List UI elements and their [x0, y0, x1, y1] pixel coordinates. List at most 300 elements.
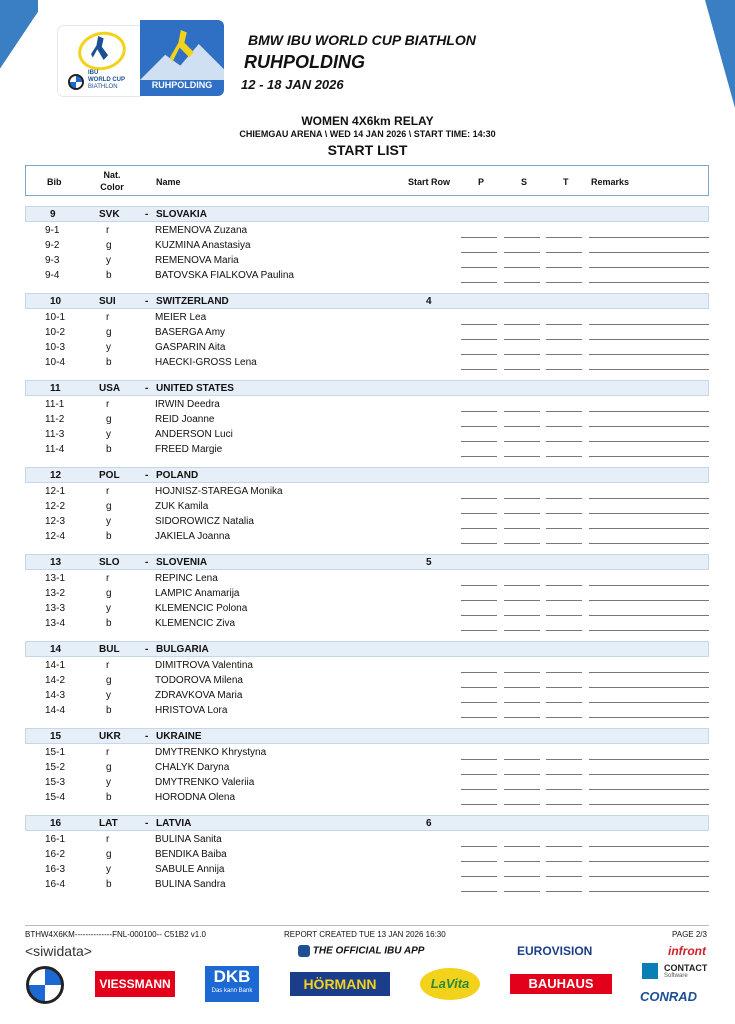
- ruhpolding-logo: [140, 20, 224, 96]
- time-blank: [546, 585, 582, 586]
- standing-blank: [504, 876, 540, 877]
- athlete-bib: 12-2: [45, 501, 66, 512]
- time-blank: [546, 237, 582, 238]
- time-blank: [546, 630, 582, 631]
- col-t: T: [563, 177, 569, 187]
- standing-blank: [504, 861, 540, 862]
- athlete-name: BATOVSKA FIALKOVA Paulina: [155, 270, 294, 281]
- athlete-color: b: [106, 792, 112, 803]
- athlete-color: g: [106, 327, 112, 338]
- race-subtitle: CHIEMGAU ARENA \ WED 14 JAN 2026 \ START TIME: 14:30: [239, 129, 496, 139]
- logo-ibu-text: IBU: [88, 70, 99, 76]
- prone-blank: [461, 267, 497, 268]
- team-name: UNITED STATES: [156, 383, 234, 394]
- team-nation: SUI: [99, 296, 116, 307]
- table-header: [25, 165, 709, 196]
- col-name: Name: [156, 177, 181, 187]
- athlete-row: [25, 746, 709, 761]
- athlete-bib: 16-3: [45, 864, 66, 875]
- athlete-row: [25, 530, 709, 545]
- remarks-blank: [589, 687, 709, 688]
- athlete-name: HORODNA Olena: [155, 792, 236, 803]
- athlete-color: r: [106, 312, 110, 323]
- team-block: [25, 728, 709, 802]
- prone-blank: [461, 426, 497, 427]
- athlete-row: [25, 878, 709, 893]
- lavita-logo: LaVita: [420, 968, 480, 1000]
- standing-blank: [504, 759, 540, 760]
- team-name: LATVIA: [156, 818, 192, 829]
- remarks-blank: [589, 615, 709, 616]
- time-blank: [546, 789, 582, 790]
- prone-blank: [461, 585, 497, 586]
- team-block: [25, 554, 709, 628]
- time-blank: [546, 324, 582, 325]
- col-nat: Nat.: [103, 170, 121, 180]
- prone-blank: [461, 891, 497, 892]
- standing-blank: [504, 615, 540, 616]
- team-dash: -: [145, 470, 149, 481]
- athlete-row: [25, 485, 709, 500]
- athlete-row: [25, 398, 709, 413]
- athlete-bib: 14-2: [45, 675, 66, 686]
- contact-icon: [642, 963, 658, 979]
- remarks-blank: [589, 759, 709, 760]
- athlete-color: b: [106, 531, 112, 542]
- athlete-bib: 15-1: [45, 747, 66, 758]
- footer-page: PAGE 2/3: [672, 930, 707, 939]
- time-blank: [546, 411, 582, 412]
- athlete-color: r: [106, 747, 110, 758]
- standing-blank: [504, 324, 540, 325]
- team-header-row: [25, 554, 709, 570]
- team-dash: -: [145, 296, 149, 307]
- footer-code: BTHW4X6KM--------------FNL-000100-- C51B2 v1.0: [25, 930, 206, 939]
- prone-blank: [461, 528, 497, 529]
- time-blank: [546, 456, 582, 457]
- athlete-color: b: [106, 270, 112, 281]
- time-blank: [546, 441, 582, 442]
- time-blank: [546, 672, 582, 673]
- athlete-bib: 9-3: [45, 255, 60, 266]
- standing-blank: [504, 513, 540, 514]
- athlete-bib: 10-4: [45, 357, 66, 368]
- athlete-bib: 9-2: [45, 240, 60, 251]
- eurovision-logo: EUROVISION: [517, 944, 593, 958]
- athlete-name: IRWIN Deedra: [155, 399, 220, 410]
- athlete-color: g: [106, 414, 112, 425]
- infront-logo: infront: [668, 944, 706, 958]
- remarks-blank: [589, 282, 709, 283]
- bauhaus-logo: BAUHAUS: [510, 974, 612, 994]
- dkb-tagline: Das kann Bank: [211, 988, 253, 994]
- athlete-color: b: [106, 879, 112, 890]
- athlete-name: REPINC Lena: [155, 573, 218, 584]
- athlete-row: [25, 326, 709, 341]
- team-header-row: [25, 728, 709, 744]
- remarks-blank: [589, 585, 709, 586]
- athlete-name: DMYTRENKO Valeriia: [155, 777, 255, 788]
- event-series: BMW IBU WORLD CUP BIATHLON: [248, 32, 476, 48]
- athlete-row: [25, 602, 709, 617]
- prone-blank: [461, 672, 497, 673]
- remarks-blank: [589, 630, 709, 631]
- time-blank: [546, 687, 582, 688]
- team-bib: 11: [50, 383, 61, 394]
- team-block: [25, 293, 709, 367]
- bmw-small-logo-icon: [68, 74, 84, 90]
- time-blank: [546, 426, 582, 427]
- athlete-bib: 13-2: [45, 588, 66, 599]
- standing-blank: [504, 282, 540, 283]
- athlete-bib: 11-3: [45, 429, 65, 440]
- athlete-name: BULINA Sanita: [155, 834, 222, 845]
- ibu-app-text: THE OFFICIAL IBU APP: [312, 945, 425, 957]
- prone-blank: [461, 861, 497, 862]
- standing-blank: [504, 687, 540, 688]
- footer-divider: [25, 925, 709, 926]
- team-start-row: 5: [426, 557, 432, 568]
- standing-blank: [504, 702, 540, 703]
- athlete-row: [25, 833, 709, 848]
- prone-blank: [461, 615, 497, 616]
- athlete-row: [25, 776, 709, 791]
- viessmann-logo: VIESSMANN: [95, 971, 175, 997]
- remarks-blank: [589, 804, 709, 805]
- team-bib: 13: [50, 557, 62, 568]
- logo-worldcup-text: WORLD CUP: [88, 77, 125, 83]
- remarks-blank: [589, 441, 709, 442]
- remarks-blank: [589, 252, 709, 253]
- prone-blank: [461, 369, 497, 370]
- prone-blank: [461, 282, 497, 283]
- team-bib: 10: [50, 296, 62, 307]
- race-title: WOMEN 4X6km RELAY: [301, 114, 434, 128]
- event-logo: [58, 20, 223, 96]
- team-dash: -: [145, 731, 149, 742]
- athlete-color: r: [106, 399, 110, 410]
- team-name: SLOVENIA: [156, 557, 208, 568]
- team-nation: LAT: [99, 818, 118, 829]
- time-blank: [546, 759, 582, 760]
- prone-blank: [461, 759, 497, 760]
- time-blank: [546, 354, 582, 355]
- athlete-row: [25, 761, 709, 776]
- standing-blank: [504, 498, 540, 499]
- athlete-row: [25, 443, 709, 458]
- athlete-name: FREED Margie: [155, 444, 223, 455]
- athlete-color: y: [106, 342, 111, 353]
- athlete-row: [25, 617, 709, 632]
- athlete-bib: 11-2: [45, 414, 65, 425]
- athlete-color: r: [106, 660, 110, 671]
- athlete-name: HAECKI-GROSS Lena: [155, 357, 257, 368]
- athlete-row: [25, 500, 709, 515]
- standing-blank: [504, 630, 540, 631]
- athlete-bib: 14-3: [45, 690, 66, 701]
- athlete-row: [25, 587, 709, 602]
- athlete-name: BULINA Sandra: [155, 879, 226, 890]
- team-dash: -: [145, 557, 149, 568]
- team-dash: -: [145, 644, 149, 655]
- prone-blank: [461, 543, 497, 544]
- team-header-row: [25, 815, 709, 831]
- prone-blank: [461, 513, 497, 514]
- prone-blank: [461, 237, 497, 238]
- remarks-blank: [589, 369, 709, 370]
- time-blank: [546, 252, 582, 253]
- standing-blank: [504, 846, 540, 847]
- team-header-row: [25, 467, 709, 483]
- athlete-color: g: [106, 501, 112, 512]
- athlete-color: g: [106, 849, 112, 860]
- remarks-blank: [589, 543, 709, 544]
- athlete-row: [25, 413, 709, 428]
- athlete-name: ZDRAVKOVA Maria: [155, 690, 243, 701]
- footer-report: REPORT CREATED TUE 13 JAN 2026 16:30: [284, 930, 446, 939]
- athlete-bib: 14-4: [45, 705, 66, 716]
- athlete-bib: 12-1: [45, 486, 66, 497]
- athlete-color: g: [106, 588, 112, 599]
- athlete-bib: 10-1: [45, 312, 66, 323]
- time-blank: [546, 369, 582, 370]
- prone-blank: [461, 411, 497, 412]
- athlete-row: [25, 689, 709, 704]
- athlete-color: y: [106, 429, 111, 440]
- time-blank: [546, 528, 582, 529]
- athlete-color: b: [106, 444, 112, 455]
- athlete-color: y: [106, 603, 111, 614]
- team-name: BULGARIA: [156, 644, 209, 655]
- standing-blank: [504, 672, 540, 673]
- athlete-name: KUZMINA Anastasiya: [155, 240, 251, 251]
- athlete-color: r: [106, 486, 110, 497]
- prone-blank: [461, 456, 497, 457]
- standing-blank: [504, 600, 540, 601]
- prone-blank: [461, 339, 497, 340]
- athlete-row: [25, 674, 709, 689]
- team-header-row: [25, 641, 709, 657]
- time-blank: [546, 498, 582, 499]
- athlete-color: b: [106, 357, 112, 368]
- team-block: [25, 815, 709, 889]
- ibu-world-cup-logo: [58, 26, 140, 96]
- standing-blank: [504, 369, 540, 370]
- prone-blank: [461, 630, 497, 631]
- standing-blank: [504, 804, 540, 805]
- athlete-row: [25, 254, 709, 269]
- remarks-blank: [589, 354, 709, 355]
- remarks-blank: [589, 513, 709, 514]
- remarks-blank: [589, 672, 709, 673]
- time-blank: [546, 846, 582, 847]
- ibu-app-logo: [298, 945, 448, 959]
- team-nation: SLO: [99, 557, 120, 568]
- athlete-bib: 16-2: [45, 849, 66, 860]
- remarks-blank: [589, 267, 709, 268]
- standing-blank: [504, 585, 540, 586]
- bmw-logo: [26, 966, 64, 1004]
- athlete-bib: 15-3: [45, 777, 66, 788]
- team-header-row: [25, 380, 709, 396]
- time-blank: [546, 339, 582, 340]
- contact-tagline: Software: [664, 973, 688, 979]
- athlete-name: SABULE Annija: [155, 864, 225, 875]
- standing-blank: [504, 237, 540, 238]
- standing-blank: [504, 441, 540, 442]
- time-blank: [546, 513, 582, 514]
- prone-blank: [461, 498, 497, 499]
- athlete-bib: 16-4: [45, 879, 66, 890]
- team-dash: -: [145, 818, 149, 829]
- time-blank: [546, 702, 582, 703]
- prone-blank: [461, 804, 497, 805]
- team-header-row: [25, 206, 709, 222]
- team-name: UKRAINE: [156, 731, 202, 742]
- list-title: START LIST: [327, 142, 408, 158]
- remarks-blank: [589, 717, 709, 718]
- contact-software-logo: [642, 962, 712, 984]
- conrad-logo: CONRAD: [640, 989, 698, 1004]
- athlete-name: ANDERSON Luci: [155, 429, 233, 440]
- team-bib: 12: [50, 470, 62, 481]
- athlete-bib: 15-2: [45, 762, 66, 773]
- header-decoration-left: [0, 0, 38, 98]
- team-bib: 15: [50, 731, 62, 742]
- team-nation: UKR: [99, 731, 121, 742]
- team-header-row: [25, 293, 709, 309]
- athlete-color: b: [106, 618, 112, 629]
- athlete-row: [25, 848, 709, 863]
- athlete-name: JAKIELA Joanna: [155, 531, 231, 542]
- athlete-name: BENDIKA Baiba: [155, 849, 227, 860]
- athlete-bib: 11-4: [45, 444, 65, 455]
- athlete-name: ZUK Kamila: [155, 501, 209, 512]
- col-s: S: [521, 177, 528, 187]
- standing-blank: [504, 252, 540, 253]
- athlete-color: y: [106, 255, 111, 266]
- athlete-bib: 13-4: [45, 618, 66, 629]
- prone-blank: [461, 774, 497, 775]
- standing-blank: [504, 528, 540, 529]
- standing-blank: [504, 717, 540, 718]
- athlete-row: [25, 863, 709, 878]
- remarks-blank: [589, 411, 709, 412]
- time-blank: [546, 267, 582, 268]
- athlete-name: KLEMENCIC Ziva: [155, 618, 236, 629]
- time-blank: [546, 600, 582, 601]
- athlete-bib: 10-3: [45, 342, 66, 353]
- remarks-blank: [589, 498, 709, 499]
- athlete-row: [25, 659, 709, 674]
- standing-blank: [504, 411, 540, 412]
- time-blank: [546, 282, 582, 283]
- prone-blank: [461, 846, 497, 847]
- team-block: [25, 467, 709, 541]
- standing-blank: [504, 456, 540, 457]
- remarks-blank: [589, 774, 709, 775]
- athlete-name: DMYTRENKO Khrystyna: [155, 747, 267, 758]
- prone-blank: [461, 717, 497, 718]
- team-name: SLOVAKIA: [156, 209, 207, 220]
- athlete-name: KLEMENCIC Polona: [155, 603, 248, 614]
- team-start-row: 4: [426, 296, 432, 307]
- col-color: Color: [100, 182, 124, 192]
- athlete-color: y: [106, 777, 111, 788]
- athlete-bib: 16-1: [45, 834, 66, 845]
- standing-blank: [504, 354, 540, 355]
- athlete-bib: 12-4: [45, 531, 66, 542]
- remarks-blank: [589, 339, 709, 340]
- standing-blank: [504, 426, 540, 427]
- team-block: [25, 641, 709, 715]
- standing-blank: [504, 339, 540, 340]
- team-name: POLAND: [156, 470, 199, 481]
- prone-blank: [461, 789, 497, 790]
- prone-blank: [461, 687, 497, 688]
- prone-blank: [461, 252, 497, 253]
- athlete-name: SIDOROWICZ Natalia: [155, 516, 254, 527]
- team-nation: USA: [99, 383, 121, 394]
- athlete-row: [25, 428, 709, 443]
- remarks-blank: [589, 789, 709, 790]
- dkb-text: DKB: [213, 967, 251, 986]
- standing-blank: [504, 789, 540, 790]
- team-name: SWITZERLAND: [156, 296, 229, 307]
- col-remarks: Remarks: [591, 177, 630, 187]
- event-venue: RUHPOLDING: [244, 52, 365, 72]
- athlete-color: y: [106, 516, 111, 527]
- athlete-name: TODOROVA Milena: [155, 675, 243, 686]
- time-blank: [546, 774, 582, 775]
- standing-blank: [504, 543, 540, 544]
- team-block: [25, 206, 709, 280]
- athlete-bib: 10-2: [45, 327, 66, 338]
- athlete-name: LAMPIC Anamarija: [155, 588, 240, 599]
- prone-blank: [461, 324, 497, 325]
- remarks-blank: [589, 324, 709, 325]
- hormann-logo: HÖRMANN: [290, 972, 390, 996]
- athlete-name: HRISTOVA Lora: [155, 705, 228, 716]
- remarks-blank: [589, 891, 709, 892]
- standing-blank: [504, 774, 540, 775]
- athlete-bib: 9-4: [45, 270, 60, 281]
- athlete-color: r: [106, 573, 110, 584]
- athlete-name: MEIER Lea: [155, 312, 207, 323]
- athlete-name: HOJNISZ-STAREGA Monika: [155, 486, 283, 497]
- athlete-color: y: [106, 690, 111, 701]
- remarks-blank: [589, 600, 709, 601]
- athlete-name: BASERGA Amy: [155, 327, 226, 338]
- time-blank: [546, 804, 582, 805]
- time-blank: [546, 876, 582, 877]
- athlete-color: r: [106, 225, 110, 236]
- dkb-logo: [205, 966, 259, 1002]
- athlete-name: REMENOVA Maria: [155, 255, 239, 266]
- athlete-row: [25, 311, 709, 326]
- logo-venue-text: RUHPOLDING: [151, 80, 213, 90]
- athlete-bib: 11-1: [45, 399, 65, 410]
- prone-blank: [461, 702, 497, 703]
- team-bib: 16: [50, 818, 62, 829]
- team-nation: POL: [99, 470, 120, 481]
- athlete-color: y: [106, 864, 111, 875]
- team-start-row: 6: [426, 818, 432, 829]
- prone-blank: [461, 354, 497, 355]
- header-decoration-right: [705, 0, 735, 108]
- athlete-name: GASPARIN Aita: [155, 342, 226, 353]
- team-bib: 14: [50, 644, 62, 655]
